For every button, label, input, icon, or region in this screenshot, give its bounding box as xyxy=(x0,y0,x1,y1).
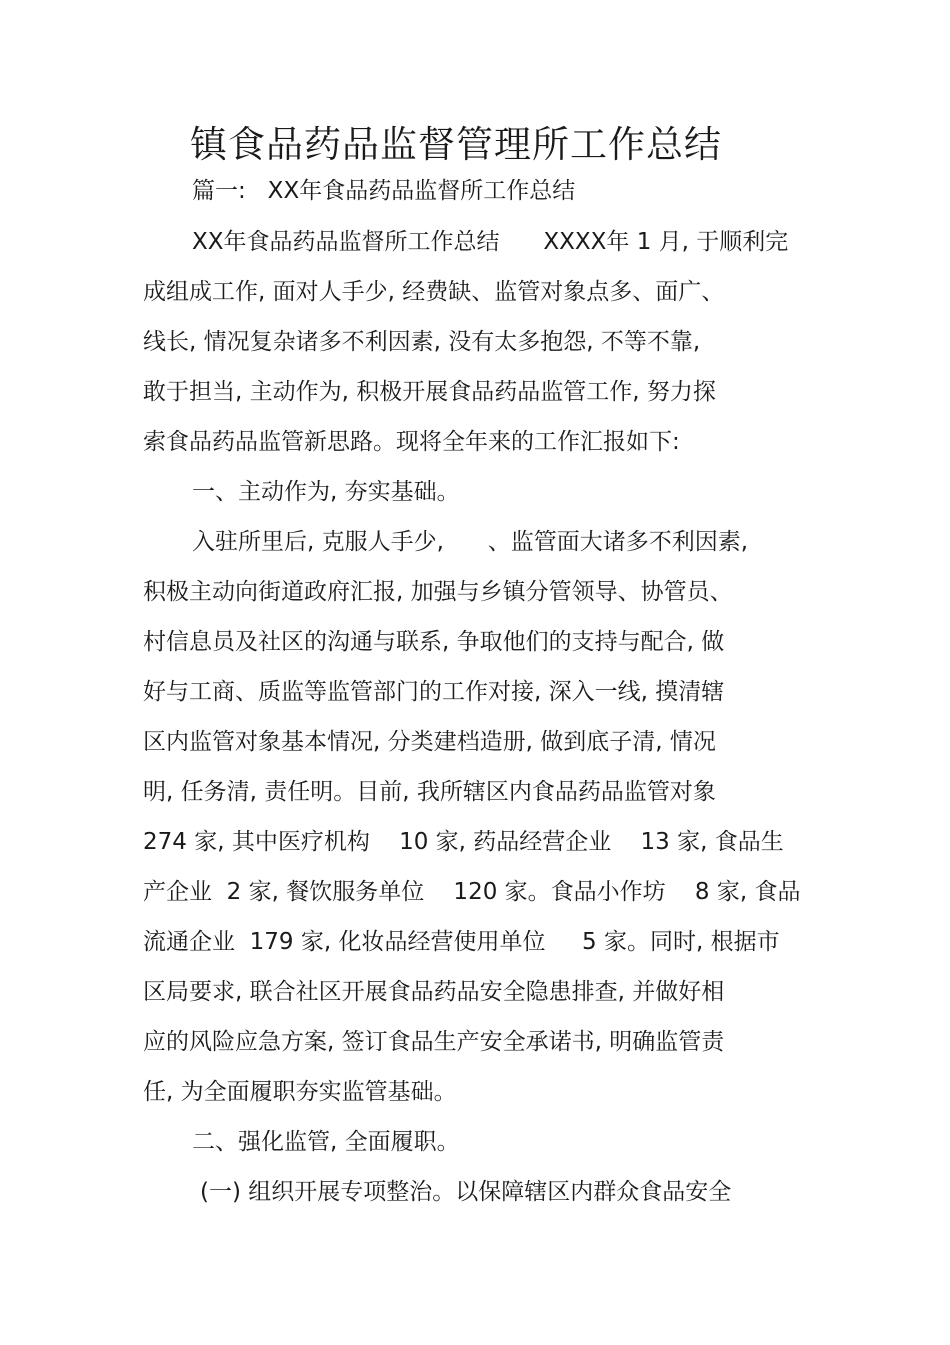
paragraph-line: 积极主动向街道政府汇报, 加强与乡镇分管领导、协管员、 xyxy=(143,579,733,605)
paragraph-line: 流通企业 179 家, 化妆品经营使用单位 5 家。同时, 根据市 xyxy=(143,929,780,955)
paragraph-line: 敢于担当, 主动作为, 积极开展食品药品监管工作, 努力探 xyxy=(143,379,716,405)
document-subtitle: 篇一: XX年食品药品监督所工作总结 xyxy=(192,178,576,204)
paragraph-line: 产企业 2 家, 餐饮服务单位 120 家。食品小作坊 8 家, 食品 xyxy=(143,879,801,905)
paragraph-line: 274 家, 其中医疗机构 10 家, 药品经营企业 13 家, 食品生 xyxy=(143,829,784,855)
paragraph-line: 区局要求, 联合社区开展食品药品安全隐患排查, 并做好相 xyxy=(143,979,725,1005)
paragraph-line: 村信息员及社区的沟通与联系, 争取他们的支持与配合, 做 xyxy=(143,629,725,655)
paragraph-line: 线长, 情况复杂诸多不利因素, 没有太多抱怨, 不等不靠, xyxy=(143,329,701,355)
document-title: 镇食品药品监督管理所工作总结 xyxy=(190,123,722,166)
paragraph-line: (一) 组织开展专项整治。以保障辖区内群众食品安全 xyxy=(200,1179,732,1205)
paragraph-line: 应的风险应急方案, 签订食品生产安全承诺书, 明确监管责 xyxy=(143,1029,725,1055)
paragraph-line: 任, 为全面履职夯实监管基础。 xyxy=(143,1079,457,1105)
paragraph-line: 区内监管对象基本情况, 分类建档造册, 做到底子清, 情况 xyxy=(143,729,716,755)
paragraph-line: 索食品药品监管新思路。现将全年来的工作汇报如下: xyxy=(143,429,680,455)
paragraph-line: 成组成工作, 面对人手少, 经费缺、监管对象点多、面广、 xyxy=(143,279,725,305)
paragraph-line: XX年食品药品监督所工作总结 XXXX年 1 月, 于顺利完 xyxy=(192,229,789,255)
paragraph-line: 好与工商、质监等监管部门的工作对接, 深入一线, 摸清辖 xyxy=(143,679,725,705)
section-heading: 一、主动作为, 夯实基础。 xyxy=(192,479,460,505)
paragraph-line: 入驻所里后, 克服人手少, 、监管面大诸多不利因素, xyxy=(192,529,749,555)
section-heading: 二、强化监管, 全面履职。 xyxy=(192,1129,460,1155)
paragraph-line: 明, 任务清, 责任明。目前, 我所辖区内食品药品监管对象 xyxy=(143,779,716,805)
